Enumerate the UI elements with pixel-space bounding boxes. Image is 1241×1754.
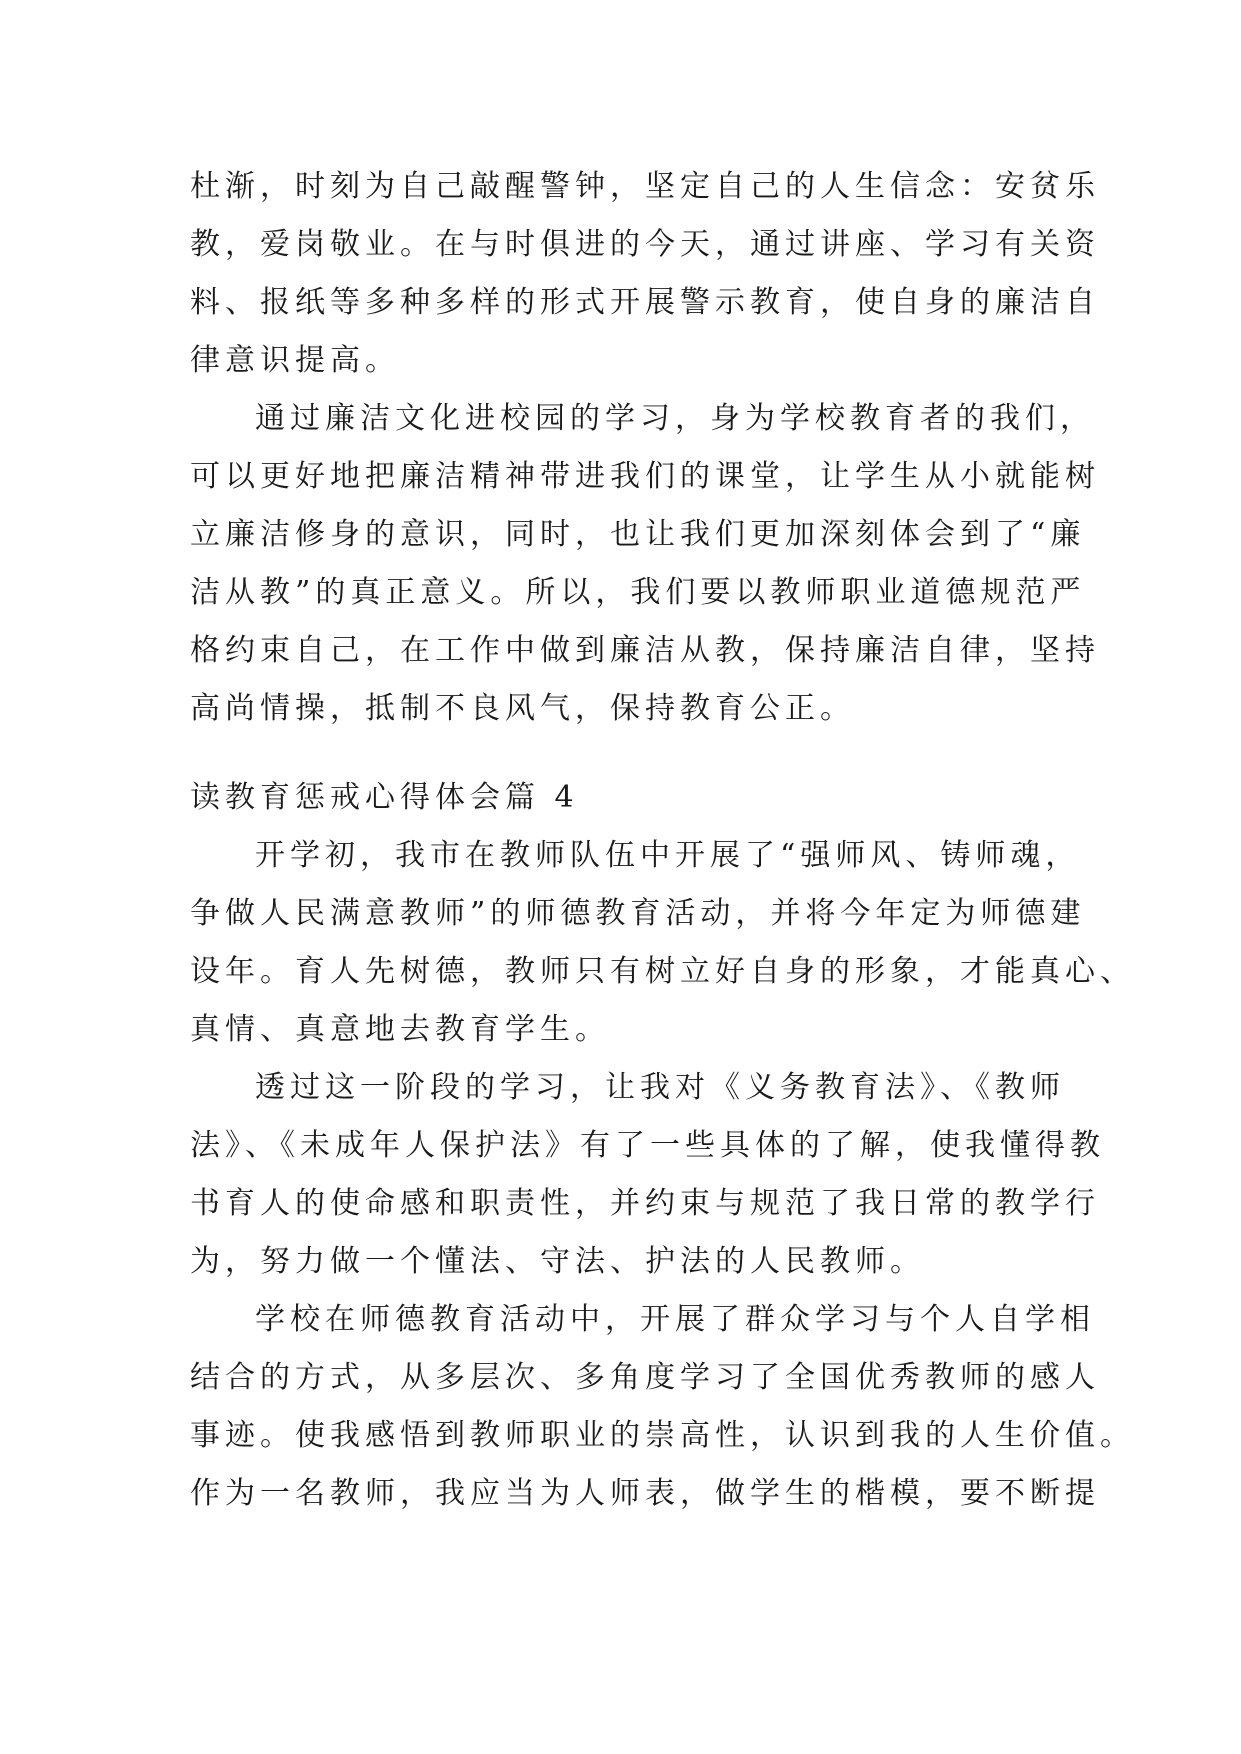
text-line: 作为一名教师，我应当为人师表，做学生的楷模，要不断提 (190, 1476, 1100, 1511)
text-line: 杜渐，时刻为自己敲醒警钟，坚定自己的人生信念：安贫乐 (190, 169, 1100, 204)
paragraph (190, 390, 1100, 738)
text-line: 开学初，我市在教师队伍中开展了“强师风、铸师魂， (255, 838, 1081, 873)
text-line: 立廉洁修身的意识，同时，也让我们更加深刻体会到了“廉 (190, 517, 1086, 552)
text-line: 学校在师德教育活动中，开展了群众学习与个人自学相 (255, 1302, 1095, 1337)
text-line: 争做人民满意教师”的师德教育活动，并将今年定为师德建 (190, 896, 1086, 931)
text-line: 设年。育人先树德，教师只有树立好自身的形象，才能真心、 (190, 954, 1135, 989)
text-line: 通过廉洁文化进校园的学习，身为学校教育者的我们， (255, 401, 1095, 436)
text-line: 可以更好地把廉洁精神带进我们的课堂，让学生从小就能树 (190, 459, 1100, 494)
paragraph (190, 1059, 1105, 1291)
upper-text-block (190, 158, 1100, 738)
text-line: 料、报纸等多种多样的形式开展警示教育，使自身的廉洁自 (190, 285, 1100, 320)
text-line: 教，爱岗敬业。在与时俱进的今天，通过讲座、学习有关资 (190, 227, 1100, 262)
text-line: 洁从教”的真正意义。所以，我们要以教师职业道德规范严 (190, 575, 1086, 610)
lower-text-block (190, 769, 1135, 1523)
section-heading: 读教育惩戒心得体会篇 4 (190, 780, 579, 815)
text-line: 书育人的使命感和职责性，并约束与规范了我日常的教学行 (190, 1186, 1100, 1221)
text-line: 事迹。使我感悟到教师职业的崇高性，认识到我的人生价值。 (190, 1418, 1135, 1453)
text-line: 为，努力做一个懂法、守法、护法的人民教师。 (190, 1244, 925, 1279)
text-line: 法》、《未成年人保护法》有了一些具体的了解，使我懂得教 (190, 1128, 1105, 1163)
paragraph (190, 158, 1100, 390)
paragraph (190, 1291, 1135, 1523)
text-line: 真情、真意地去教育学生。 (190, 1012, 610, 1047)
text-line: 格约束自己，在工作中做到廉洁从教，保持廉洁自律，坚持 (190, 633, 1100, 668)
text-line: 律意识提高。 (190, 343, 400, 378)
text-line: 透过这一阶段的学习，让我对《义务教育法》、《教师 (255, 1070, 1065, 1105)
text-line: 结合的方式，从多层次、多角度学习了全国优秀教师的感人 (190, 1360, 1100, 1395)
text-line: 高尚情操，抵制不良风气，保持教育公正。 (190, 691, 855, 726)
paragraph (190, 827, 1135, 1059)
